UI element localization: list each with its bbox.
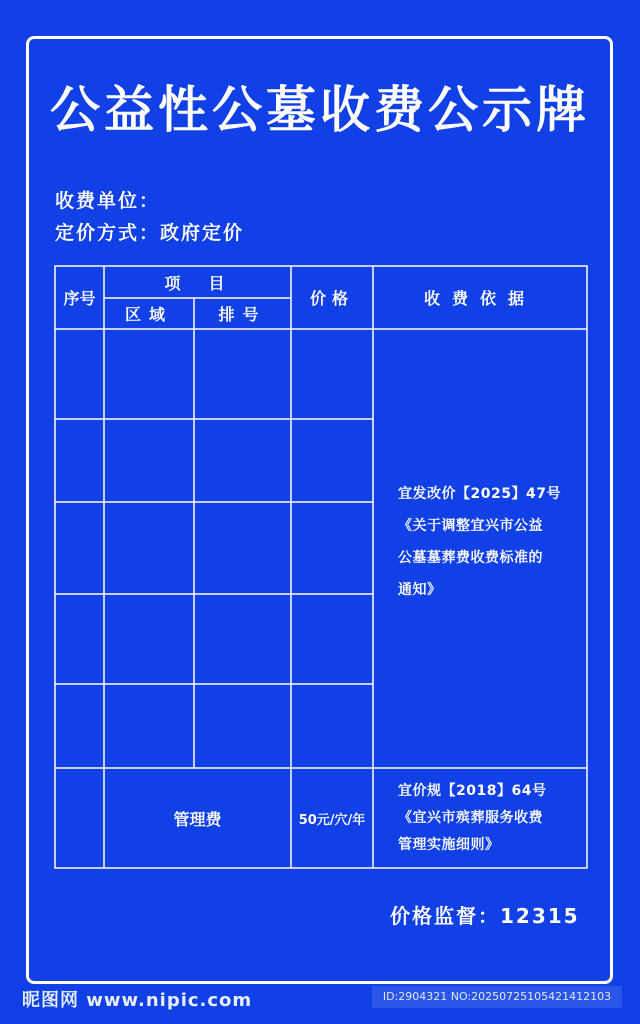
management-fee-price: 50元/穴/年	[298, 812, 366, 828]
basis-line: 宜发改价【2025】47号	[398, 486, 561, 502]
header-no: 序号	[63, 289, 96, 308]
header-price: 价格	[309, 289, 354, 308]
basis-line: 《宜兴市殡葬服务收费	[398, 810, 543, 826]
charging-unit-label: 收费单位：	[55, 190, 161, 212]
watermark-id: ID:2904321 NO:20250725105421412103	[372, 986, 622, 1008]
management-fee-item: 管理费	[173, 809, 222, 829]
basis-line: 《关于调整宜兴市公益	[398, 518, 543, 534]
basis-text-main	[398, 478, 561, 606]
header-row-number: 排号	[218, 305, 267, 324]
basis-line: 公墓墓葬费收费标准的	[398, 550, 543, 566]
price-supervision-hotline: 价格监督：12315	[390, 904, 580, 928]
watermark-site: 昵图网 www.nipic.com	[22, 990, 253, 1011]
header-basis: 收费依据	[423, 289, 536, 308]
basis-line: 管理实施细则》	[398, 837, 500, 853]
basis-text-management	[398, 778, 546, 859]
basis-line: 通知》	[398, 582, 442, 598]
header-item: 项 目	[164, 273, 231, 293]
basis-line: 宜价规【2018】64号	[398, 783, 547, 799]
header-area: 区域	[124, 305, 173, 324]
page-title: 公益性公墓收费公示牌	[50, 81, 590, 139]
pricing-method-label: 定价方式：政府定价	[55, 222, 245, 244]
